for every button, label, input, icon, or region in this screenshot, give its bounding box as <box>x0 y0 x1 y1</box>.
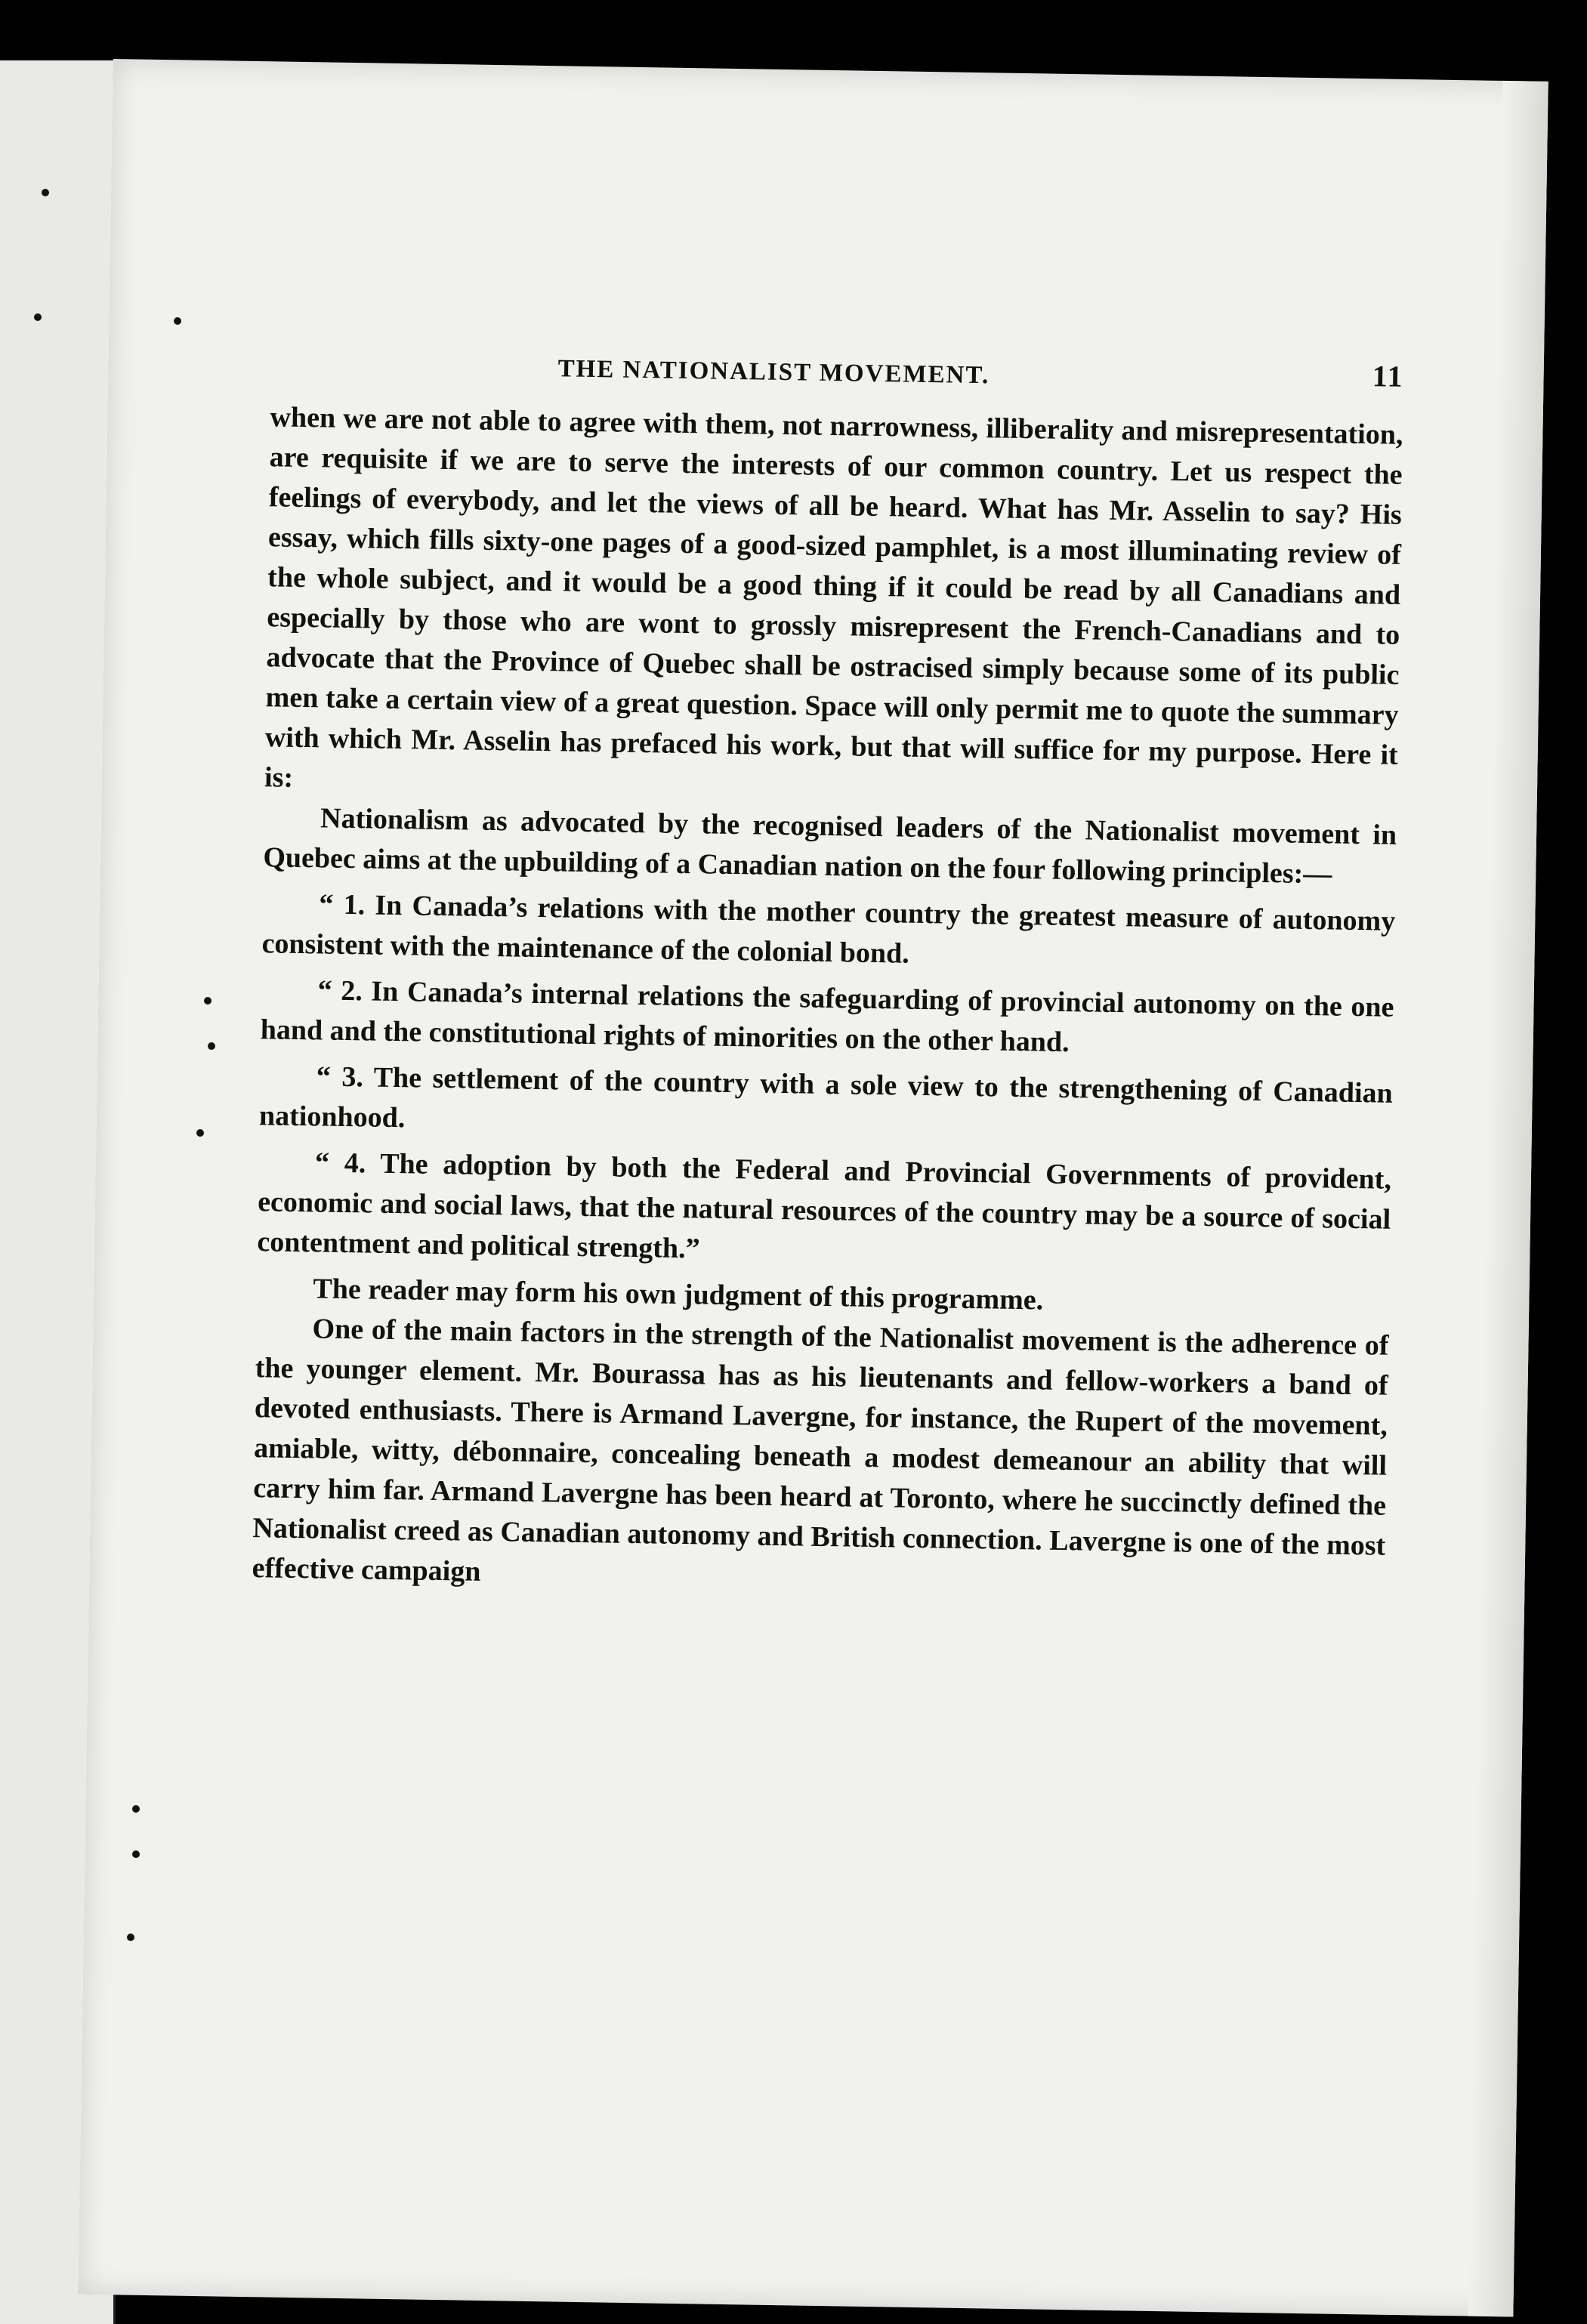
margin-speck <box>174 317 181 325</box>
principle-4: “ 4. The adoption by both the Federal and Provincial Governments of provident, economic and social laws, that the natural resources of the country may be a source of social contentment and political strength.” <box>257 1147 1392 1265</box>
margin-speck <box>204 997 211 1005</box>
principle-1: “ 1. In Canada’s relations with the mother country the greatest measure of autonomy consistent with the maintenance of the colonial bond. <box>261 888 1396 970</box>
paragraph-younger-element: One of the main factors in the strength of the Nationalist movement is the adherence of the younger element. Mr. Bourassa has as his lieutenants and fellow-workers a band of devoted enthusiasts. There is Armand Lavergne, for instance, the Rupert of the movement, amiable, witty, débonnaire, concealing beneath a modest demeanour an ability that will carry him far. Armand Lavergne has been heard at Toronto, where he succinctly defined the Nationalist creed as Canadian autonomy and British connection. Lavergne is one of the most effective campaign <box>252 1313 1389 1588</box>
margin-speck <box>196 1129 204 1137</box>
quoted-summary <box>257 798 1397 1279</box>
page-number: 11 <box>1372 359 1404 394</box>
page-edge-shadow <box>1468 81 1548 2317</box>
paragraph-opening: when we are not able to agree with them, not narrowness, illiberality and misrepresentation, are requisite if we are to serve the interests of our common country. Let us respect the feelings of everybody, and let the views of all be heard. What has Mr. Asselin to say? His essay, which fills sixty-one pages of a good-sized pamphlet, is a most illuminating review of the whole subject, and it would be a good thing if it could be read by all Canadians and especially by those who are wont to grossly misrepresent the French-Canadians and to advocate that the Province of Quebec shall be ostracised simply because some of its public men take a certain view of a great question. Space will only permit me to quote the summary with which Mr. Asselin has prefaced his work, but that will suffice for my purpose. Here it is: <box>264 401 1403 794</box>
running-head-title: THE NATIONALIST MOVEMENT. <box>557 355 990 390</box>
margin-speck <box>132 1850 140 1858</box>
book-page <box>79 59 1548 2316</box>
margin-speck <box>42 189 49 196</box>
text-block <box>252 344 1404 1606</box>
margin-speck <box>208 1042 215 1050</box>
margin-speck <box>34 313 42 321</box>
paragraph-reader: The reader may form his own judgment of this programme. <box>313 1273 1044 1316</box>
margin-speck <box>127 1934 134 1941</box>
principle-2: “ 2. In Canada’s internal relations the safeguarding of provincial autonomy on the one hand and the constitutional rights of minorities on the other hand. <box>260 974 1394 1059</box>
quote-intro: Nationalism as advocated by the recognised leaders of the Nationalist movement in Quebec aims at the upbuilding of a Canadian nation on the four following principles:— <box>263 802 1397 890</box>
margin-speck <box>132 1805 140 1813</box>
principle-3: “ 3. The settlement of the country with a sole view to the strengthening of Canadian nationhood. <box>258 1060 1394 1134</box>
